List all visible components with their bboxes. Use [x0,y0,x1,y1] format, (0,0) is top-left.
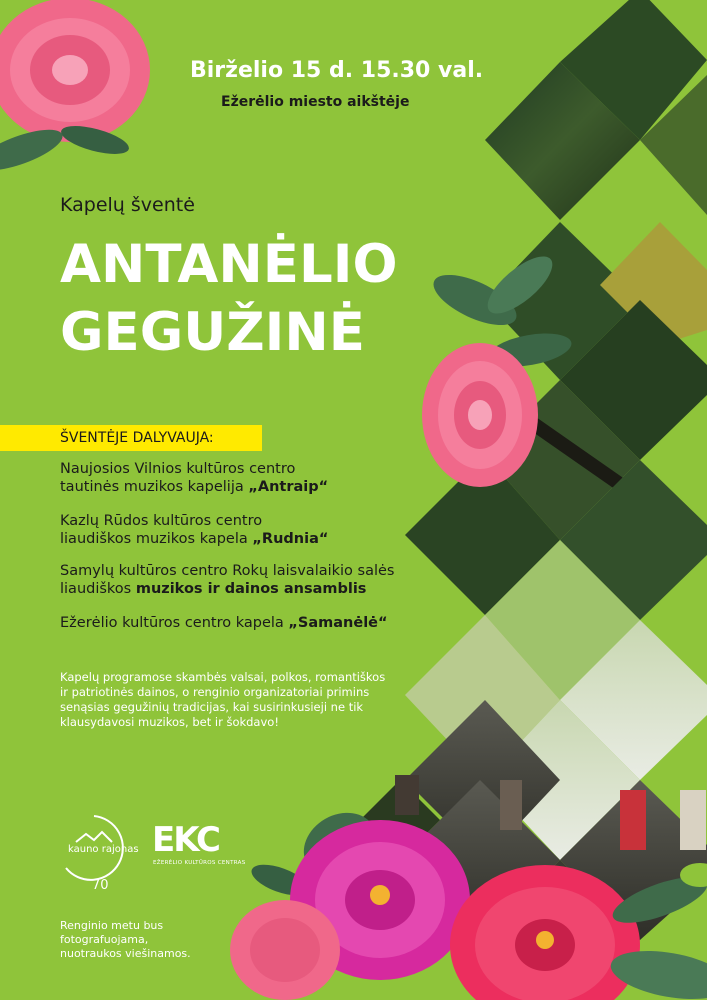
participants-heading: ŠVENTĖJE DALYVAUJA: [60,430,214,446]
participant-item: Kazlų Rūdos kultūros centro liaudiškos muzikos kapela „Rudnia“ [60,513,329,547]
event-description: Kapelų programose skambės valsai, polkos, romantiškos ir patriotinės dainos, o renginio organizatoriai primins senąsias gegužinių tradicijas, kai susirinkusieji ne tik klausydavosi muzikos, bet ir šokdavo! [60,670,386,729]
kaunas-logo-number: 70 [92,878,109,893]
event-date: Birželio 15 d. 15.30 val. [190,58,484,83]
event-venue: Ežerėlio miesto aikštėje [221,94,410,110]
ekc-logo-name: EŽERĖLIO KULTŪROS CENTRAS [153,860,246,866]
ekc-logo-mark: EKC [152,820,219,860]
participant-item: Naujosios Vilnios kultūros centro tautinės muzikos kapelija „Antraip“ [60,461,329,495]
event-title-line2: GEGUŽINĖ [60,302,365,363]
participant-item: Samylų kultūros centro Rokų laisvalaikio salės liaudiškos muzikos ir dainos ansamblis [60,563,395,597]
photo-notice: Renginio metu bus fotografuojama, nuotraukos viešinamos. [60,919,191,960]
flower-middle [422,343,538,487]
event-subtitle: Kapelų šventė [60,194,195,216]
event-title-line1: ANTANĖLIO [60,234,398,295]
flowers-bottom [230,800,707,1000]
kaunas-logo-text: kauno rajonas [68,844,139,855]
flower-top-left [0,0,150,179]
participant-item: Ežerėlio kultūros centro kapela „Samanėlė“ [60,615,388,631]
